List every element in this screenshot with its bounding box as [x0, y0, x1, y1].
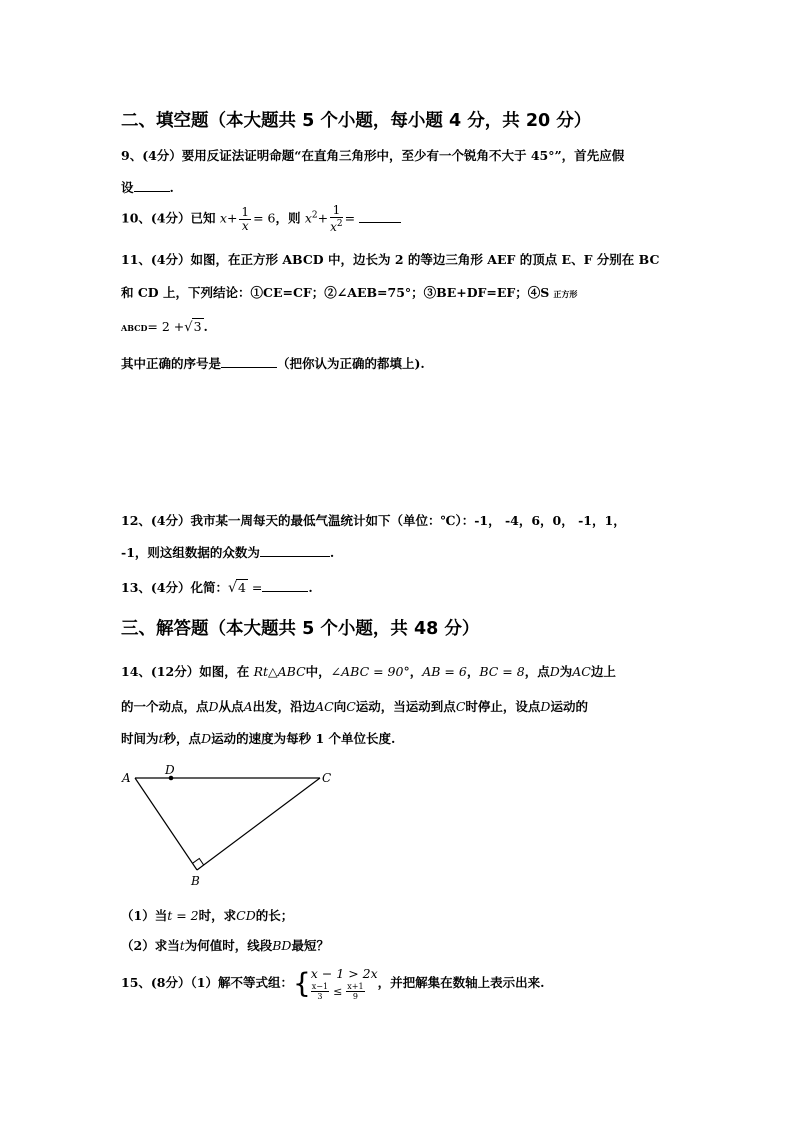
- q13-prefix: 13、(4分）化简：: [121, 580, 229, 595]
- q13-line: 13、(4分）化简：√4 = .: [121, 580, 313, 596]
- q14-s1-t: t = 2: [167, 908, 199, 923]
- q14-s1-e: 的长；: [255, 908, 294, 923]
- q15-line: [121, 966, 545, 1001]
- q10-frac2-num: 1: [330, 204, 343, 218]
- q15-ineq1: x − 1 > 2x: [310, 966, 378, 981]
- q10-line: [121, 204, 401, 234]
- q12-line2: [121, 543, 334, 561]
- q10-eq2: =: [344, 210, 356, 226]
- q15-ineq2: $\frac{x-1}{3}$ ≤ $\frac{x+1}{9}$: [311, 982, 364, 1001]
- q14-s1-a: （1）当: [121, 908, 168, 923]
- q14-sub1: [121, 906, 293, 924]
- q10-exp: 2: [311, 210, 318, 221]
- q14-l1-ab: AB = 6: [422, 664, 467, 679]
- q13-eq: =: [251, 580, 263, 595]
- q14-l1-i: ，点: [524, 664, 550, 679]
- q11-line4-end: （把你认为正确的都填上).: [277, 356, 425, 371]
- q15-brace: {: [292, 966, 311, 1000]
- q14-l2-c-pt: C: [346, 699, 356, 714]
- q14-l1-triangle: Rt△ABC: [253, 664, 306, 679]
- q14-l1-bc: BC = 8: [479, 664, 525, 679]
- q14-l2-a-pt: A: [243, 699, 253, 714]
- q9-line1: 9、(4分）要用反证法证明命题“在直角三角形中，至少有一个锐角不大于 45°”，首先应假: [121, 148, 625, 163]
- q13-sqrt-4: 4: [237, 580, 246, 595]
- q10-prefix: 10、(4分）已知: [121, 210, 216, 226]
- q14-s2-bd: BD: [272, 938, 292, 953]
- q14-s1-c: 时，求: [198, 908, 237, 923]
- q11-line1: 11、(4分）如图，在正方形 ABCD 中，边长为 2 的等边三角形 AEF 的顶点 E、F 分别在 BC: [121, 252, 660, 267]
- q14-l2-e: 出发，沿边: [252, 699, 316, 714]
- q14-line1: [121, 662, 616, 680]
- q14-l1-angle: ∠ABC = 90°: [330, 664, 410, 679]
- q15-prefix: 15、(8分）（1）解不等式组：: [121, 975, 293, 990]
- q12-line1: 12、(4分）我市某一周每天的最低气温统计如下（单位：℃）：-1， -4，6，0， -1，1，: [121, 513, 626, 528]
- q12-answer-blank: [260, 544, 330, 557]
- section-title-fill-in: 二、填空题（本大题共 5 个小题，每小题 4 分，共 20 分）: [121, 111, 592, 131]
- q11-line3: ABCD= 2 +√3 .: [121, 319, 208, 335]
- q11-line2-text: 和 CD 上，下列结论：①CE=CF；②∠AEB=75°；③BE+DF=EF；④S: [121, 285, 550, 300]
- side-bc: [197, 778, 320, 870]
- q10-frac-den: x: [241, 218, 249, 233]
- q10-answer-blank: [359, 210, 401, 223]
- q12-line2-text: -1，则这组数据的众数为: [121, 545, 260, 560]
- q14-l1-d: D: [549, 664, 560, 679]
- q13-end: .: [308, 580, 313, 595]
- q14-s2-t: t: [179, 938, 185, 953]
- right-angle-mark: [193, 859, 204, 866]
- q11-line4-text: 其中正确的序号是: [121, 356, 222, 371]
- q14-l2-g: 向: [333, 699, 347, 714]
- q11-sqrt-3: 3: [193, 319, 202, 334]
- q14-l2-i: 运动，当运动到点: [355, 699, 456, 714]
- q11-line2: [121, 283, 577, 301]
- q9-line2: [121, 178, 174, 196]
- q11-line4: [121, 354, 425, 372]
- q10-x2: x: [304, 210, 312, 226]
- q15-frac1: $\frac{x-1}{3}$: [311, 982, 329, 1001]
- q14-l1-c: 中，: [305, 664, 331, 679]
- q14-l2-c: 从点: [218, 699, 244, 714]
- section-title-answer: 三、解答题（本大题共 5 个小题，共 48 分）: [121, 619, 480, 639]
- q14-s2-a: （2）求当: [121, 938, 180, 953]
- q14-l1-g: ，: [466, 664, 480, 679]
- q10-plus: +: [226, 210, 238, 226]
- q10-frac2-den: $x^2$: [330, 219, 343, 234]
- q14-l2-c-pt2: C: [455, 699, 466, 714]
- q14-l2-k: 时停止，设点: [465, 699, 541, 714]
- q14-l2-d1: D: [208, 699, 219, 714]
- q11-dot: .: [203, 319, 208, 334]
- q9-text: 设: [121, 180, 134, 195]
- q15-suffix: ，并把解集在数轴上表示出来.: [377, 975, 545, 990]
- q11-eq: = 2 +: [147, 319, 185, 334]
- q14-l1-a: 14、(12分）如图，在: [121, 664, 250, 679]
- label-a: A: [122, 771, 131, 785]
- q10-fraction: [239, 206, 251, 233]
- q11-answer-blank: [221, 355, 277, 368]
- q15-system: [311, 966, 378, 1001]
- q14-line3: [121, 729, 395, 747]
- q10-plus2: +: [317, 210, 329, 226]
- q12-end: .: [329, 545, 335, 560]
- q14-l2-d2: D: [540, 699, 551, 714]
- q14-l3-t: t: [158, 731, 164, 746]
- q14-l2-ac: AC: [315, 699, 334, 714]
- q14-l2-m: 运动的: [550, 699, 588, 714]
- q14-line2: [121, 697, 588, 715]
- q10-fraction2: [330, 204, 343, 234]
- q14-l3-c: 秒，点: [163, 731, 202, 746]
- side-ab: [135, 778, 197, 870]
- q11-abcd: ABCD: [121, 323, 148, 333]
- q10-mid: ，则: [275, 210, 301, 226]
- q14-s2-c: 为何值时，线段: [184, 938, 273, 953]
- q14-l3-e: 运动的速度为每秒 1 个单位长度.: [211, 731, 396, 746]
- label-c: C: [322, 771, 332, 785]
- q14-l3-d: D: [201, 731, 212, 746]
- q14-l1-k: 为: [559, 664, 573, 679]
- q14-l1-e: ，: [409, 664, 423, 679]
- q14-s1-cd: CD: [236, 908, 256, 923]
- q14-l2-a: 的一个动点，点: [121, 699, 209, 714]
- q14-l1-m: 边上: [590, 664, 616, 679]
- q15-frac2: $\frac{x+1}{9}$: [347, 982, 364, 1001]
- q10-eq: = 6: [253, 210, 276, 226]
- label-b: B: [191, 874, 200, 888]
- q14-triangle-figure: [115, 760, 345, 890]
- q10-frac-num: 1: [241, 204, 250, 219]
- q10-x: x: [219, 210, 227, 226]
- q14-s2-e: 最短？: [291, 938, 329, 953]
- q14-l1-ac: AC: [572, 664, 591, 679]
- label-d: D: [165, 763, 175, 777]
- q9-end: .: [169, 180, 174, 195]
- q13-answer-blank: [262, 579, 308, 592]
- q14-l3-a: 时间为: [121, 731, 159, 746]
- q9-answer-blank: [134, 179, 170, 192]
- q11-sub: 正方形: [553, 289, 578, 299]
- q14-sub2: [121, 936, 329, 954]
